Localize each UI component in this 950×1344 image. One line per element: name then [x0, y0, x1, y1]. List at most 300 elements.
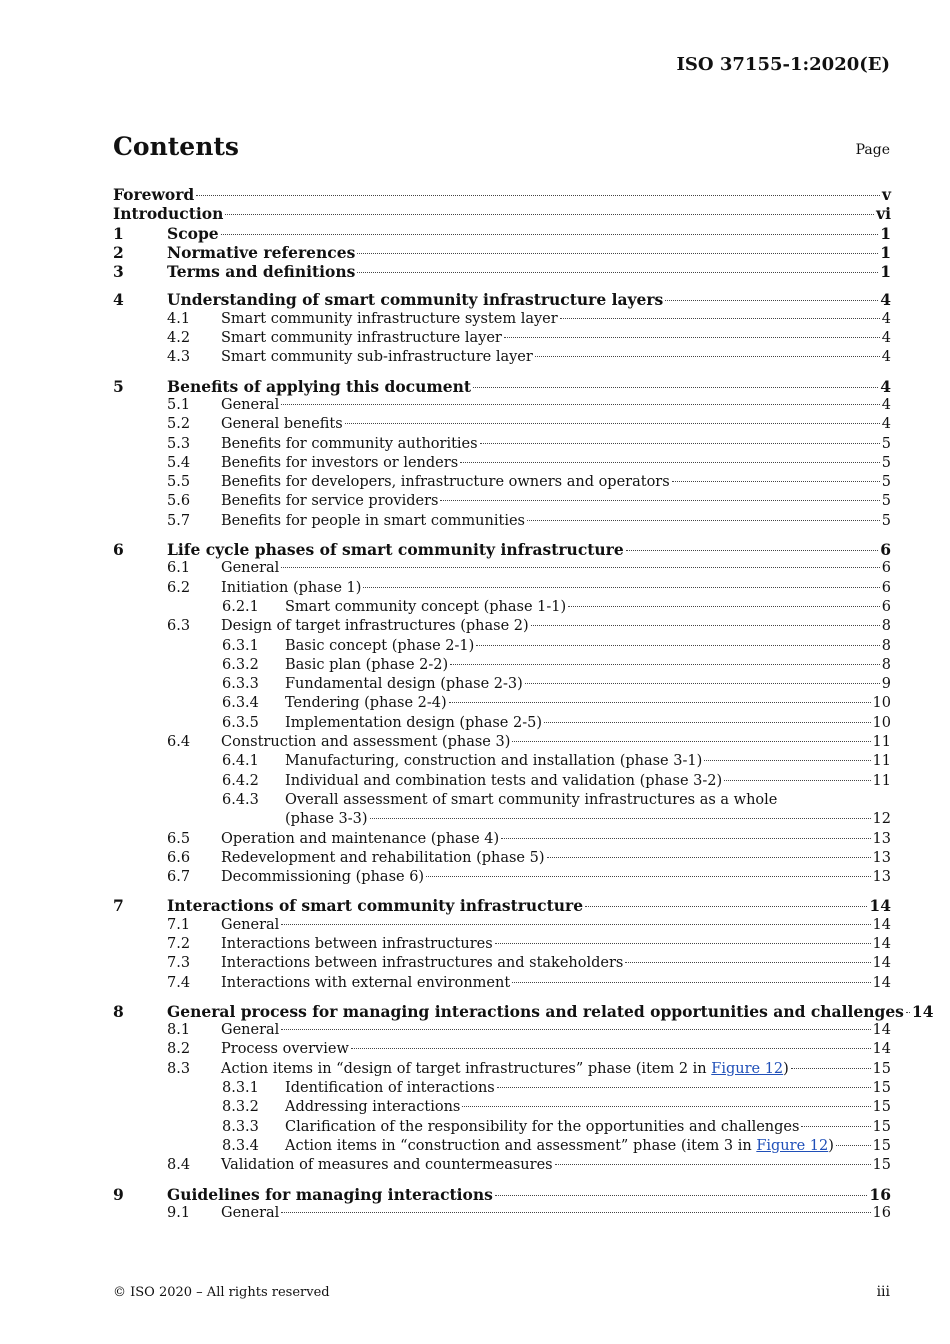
- toc-entry[interactable]: [113, 1204, 891, 1223]
- toc-entry-number: 4.2: [167, 330, 191, 347]
- toc-entry-page: 4: [881, 349, 891, 366]
- toc-entry-title: [221, 1040, 349, 1059]
- toc-entry-title-text: Addressing interactions: [285, 1099, 461, 1116]
- toc-entry[interactable]: [113, 492, 891, 511]
- toc-entry[interactable]: [113, 224, 891, 243]
- document-id: ISO 37155-1:2020(E): [676, 54, 890, 75]
- toc-entry-title-text: Smart community concept (phase 1-1): [285, 598, 567, 615]
- dot-leader: [357, 253, 878, 254]
- toc-entry-title-text: Fundamental design (phase 2-3): [285, 676, 523, 693]
- toc-entry-number: 8.1: [167, 1022, 191, 1039]
- dot-leader: [836, 1145, 871, 1146]
- dot-leader: [440, 500, 879, 501]
- toc-entry-title: [113, 204, 223, 223]
- dot-leader: [357, 272, 878, 273]
- toc-entry-page: 10: [872, 695, 891, 712]
- toc-entry[interactable]: [113, 1021, 891, 1040]
- toc-entry-title: [167, 262, 355, 281]
- toc-entry-number: 5: [113, 376, 124, 396]
- toc-entry-title-text: General: [221, 1022, 280, 1039]
- toc-entry[interactable]: [113, 1137, 891, 1156]
- toc-entry-page: 5: [881, 493, 891, 510]
- toc-entry[interactable]: [113, 752, 891, 771]
- toc-entry-number: 5.6: [167, 493, 191, 510]
- toc-entry-number: 3: [113, 262, 124, 282]
- toc-entry-number: 6.7: [167, 869, 191, 886]
- toc-entry-title-text: Process overview: [221, 1041, 349, 1058]
- toc-entry[interactable]: [113, 1001, 934, 1021]
- toc-entry[interactable]: [113, 714, 891, 733]
- toc-entry[interactable]: [113, 694, 891, 713]
- toc-entry-title: [167, 377, 471, 396]
- toc-entry-number: 5.4: [167, 454, 191, 471]
- toc-entry-number: 4: [113, 290, 124, 310]
- toc-entry-title-suffix: ): [783, 1060, 789, 1077]
- toc-entry-title-text: Benefits of applying this document: [167, 376, 472, 396]
- toc-entry[interactable]: [113, 559, 891, 578]
- toc-entry-title: [221, 310, 558, 329]
- toc-entry-title: [221, 435, 478, 454]
- toc-entry-title-text: Benefits for developers, infrastructure owners and operators: [221, 474, 670, 491]
- toc-entry-title: [285, 810, 368, 829]
- table-of-contents: [113, 185, 934, 1223]
- toc-entry-title: [285, 791, 777, 810]
- dot-leader: [345, 423, 880, 424]
- toc-entry-title-text: General: [221, 916, 280, 933]
- toc-entry[interactable]: [113, 454, 891, 473]
- dot-leader: [512, 982, 870, 983]
- toc-entry-title-text: Identification of interactions: [285, 1080, 495, 1097]
- toc-entry-title: [285, 675, 523, 694]
- toc-entry[interactable]: [113, 243, 891, 262]
- toc-entry-number: 8.3.1: [222, 1080, 259, 1097]
- dot-leader: [547, 857, 871, 858]
- toc-entry-title: [167, 1185, 493, 1204]
- dot-leader: [665, 300, 878, 301]
- toc-entry[interactable]: [113, 810, 891, 829]
- toc-entry-number: 5.7: [167, 512, 191, 529]
- toc-entry-title: [221, 1060, 789, 1079]
- toc-entry-title-text: Life cycle phases of smart community infrastructure: [167, 540, 624, 560]
- toc-entry-page: 16: [869, 1184, 891, 1204]
- toc-entry-number: 8.4: [167, 1157, 191, 1174]
- toc-entry-title-text: Action items in “construction and assessment” phase (item 3 in: [285, 1137, 757, 1154]
- toc-entry-number: 8: [113, 1001, 124, 1021]
- toc-entry-title: [285, 752, 702, 771]
- toc-entry-title: [221, 849, 545, 868]
- toc-entry-page: 1: [880, 262, 891, 282]
- toc-entry[interactable]: [113, 791, 891, 810]
- toc-entry-title-text: (phase 3-3): [285, 811, 368, 828]
- dot-leader: [672, 481, 880, 482]
- toc-entry-number: 4.3: [167, 349, 191, 366]
- toc-entry-page: 11: [872, 753, 891, 770]
- toc-entry-title-text: Redevelopment and rehabilitation (phase 5): [221, 849, 545, 866]
- toc-entry[interactable]: [113, 733, 891, 752]
- toc-entry-title-text: Decommissioning (phase 6): [221, 869, 425, 886]
- toc-entry[interactable]: [113, 377, 891, 396]
- toc-entry-number: 5.2: [167, 416, 191, 433]
- toc-entry[interactable]: [113, 896, 891, 915]
- dot-leader: [535, 356, 880, 357]
- toc-entry-number: 5.1: [167, 396, 191, 413]
- toc-entry-number: 6.4: [167, 734, 191, 751]
- toc-entry-page: 6: [880, 540, 891, 560]
- dot-leader: [801, 1126, 870, 1127]
- dot-leader: [626, 550, 878, 551]
- toc-entry-title: [221, 916, 279, 935]
- toc-entry-title-text: Implementation design (phase 2-5): [285, 714, 542, 731]
- toc-entry[interactable]: [113, 1118, 891, 1137]
- toc-entry-title: [221, 329, 502, 348]
- toc-entry-title-text: Scope: [167, 223, 219, 243]
- toc-entry-page: 15: [872, 1157, 891, 1174]
- toc-entry-title-text: General: [221, 396, 280, 413]
- toc-entry-page: 4: [881, 416, 891, 433]
- toc-entry-title: [167, 540, 624, 559]
- toc-entry[interactable]: [113, 348, 891, 367]
- toc-entry-title-text: General: [221, 1204, 280, 1221]
- toc-entry-page: 14: [872, 916, 891, 933]
- toc-entry-title: [285, 637, 474, 656]
- toc-entry-page: 4: [880, 290, 891, 310]
- toc-entry-title-text: Interactions of smart community infrastructure: [167, 896, 584, 916]
- toc-entry-number: 2: [113, 242, 124, 262]
- dot-leader: [791, 1068, 871, 1069]
- toc-entry-title-text: Smart community infrastructure layer: [221, 330, 502, 347]
- toc-entry-number: 4.1: [167, 310, 191, 327]
- toc-entry[interactable]: [113, 916, 891, 935]
- toc-entry-page: 14: [872, 955, 891, 972]
- toc-entry-title: [221, 868, 424, 887]
- toc-entry-page: 13: [872, 869, 891, 886]
- dot-leader: [560, 318, 880, 319]
- toc-entry-title: [285, 694, 447, 713]
- toc-entry-page: 4: [881, 396, 891, 413]
- dot-leader: [497, 1087, 871, 1088]
- toc-entry-page: 14: [869, 896, 891, 916]
- toc-entry-page: 5: [881, 512, 891, 529]
- toc-entry-page: 14: [872, 1022, 891, 1039]
- dot-leader: [906, 1012, 910, 1013]
- toc-entry-number: 7.3: [167, 955, 191, 972]
- toc-entry-page: 15: [872, 1137, 891, 1154]
- toc-entry[interactable]: [113, 185, 891, 204]
- toc-entry-title-text: Benefits for people in smart communities: [221, 512, 525, 529]
- toc-entry[interactable]: [113, 830, 891, 849]
- dot-leader: [473, 387, 878, 388]
- toc-entry-page: 1: [880, 242, 891, 262]
- toc-entry-number: 6.4.3: [222, 791, 259, 808]
- toc-entry-title: [221, 733, 510, 752]
- dot-leader: [704, 760, 870, 761]
- toc-entry-title: [221, 396, 279, 415]
- toc-entry-title-text: Interactions between infrastructures: [221, 935, 493, 952]
- toc-entry-number: 7.4: [167, 974, 191, 991]
- toc-entry-title: [221, 348, 533, 367]
- toc-entry-title: [167, 224, 219, 243]
- toc-entry-page: 4: [881, 330, 891, 347]
- toc-entry[interactable]: [113, 435, 891, 454]
- toc-entry-title-text: General: [221, 560, 280, 577]
- toc-entry-title-text: Basic plan (phase 2-2): [285, 656, 449, 673]
- dot-leader: [525, 683, 880, 684]
- toc-entry-number: 7.2: [167, 935, 191, 952]
- toc-entry-number: 8.3: [167, 1060, 191, 1077]
- toc-entry-title: [221, 512, 525, 531]
- toc-entry-title: [167, 896, 583, 915]
- toc-entry-page: 6: [881, 579, 891, 596]
- toc-entry-title-text: Validation of measures and countermeasures: [221, 1157, 553, 1174]
- toc-entry[interactable]: [113, 1156, 891, 1175]
- toc-entry-title: [285, 772, 722, 791]
- toc-entry-title-text: Individual and combination tests and validation (phase 3-2): [285, 772, 723, 789]
- dot-leader: [225, 214, 874, 215]
- toc-entry-title-text: Understanding of smart community infrastructure layers: [167, 290, 664, 310]
- toc-entry-number: 6.3.5: [222, 714, 259, 731]
- dot-leader: [281, 1212, 870, 1213]
- toc-entry-page: 4: [881, 310, 891, 327]
- toc-entry-page: 14: [911, 1001, 934, 1021]
- toc-entry-number: 8.3.2: [222, 1099, 259, 1116]
- toc-entry[interactable]: [113, 954, 891, 973]
- toc-entry-title-text: Manufacturing, construction and installation (phase 3-1): [285, 753, 703, 770]
- dot-leader: [281, 567, 879, 568]
- toc-entry-title-text: Benefits for community authorities: [221, 435, 478, 452]
- toc-entry-title-text: Interactions with external environment: [221, 974, 511, 991]
- toc-entry-page: 8: [881, 656, 891, 673]
- toc-entry-title: [221, 559, 279, 578]
- toc-entry-page: vi: [876, 204, 891, 224]
- dot-leader: [724, 780, 870, 781]
- toc-entry[interactable]: [113, 310, 891, 329]
- toc-entry-title-text: Introduction: [113, 204, 224, 224]
- toc-entry-title-text: Action items in “design of target infrastructures” phase (item 2 in: [221, 1060, 712, 1077]
- toc-entry-title: [113, 185, 194, 204]
- toc-entry-page: 5: [881, 474, 891, 491]
- toc-entry-title-text: Design of target infrastructures (phase 2): [221, 618, 529, 635]
- toc-entry-number: 9.1: [167, 1204, 191, 1221]
- toc-entry-title: [221, 415, 343, 434]
- toc-entry-title-text: General benefits: [221, 416, 343, 433]
- dot-leader: [495, 943, 871, 944]
- toc-entry-number: 8.3.4: [222, 1137, 259, 1154]
- toc-entry-number: 6.4.2: [222, 772, 259, 789]
- toc-entry-page: v: [881, 185, 891, 204]
- toc-entry-title: [285, 1098, 460, 1117]
- toc-entry-title: [285, 1079, 495, 1098]
- toc-entry-title: [221, 473, 670, 492]
- toc-entry-title-text: General process for managing interactions and related opportunities and challenges: [167, 1001, 904, 1021]
- toc-entry-page: 5: [881, 435, 891, 452]
- toc-entry-number: 6.3.3: [222, 676, 259, 693]
- toc-entry-title: [221, 1021, 279, 1040]
- toc-entry[interactable]: [113, 1098, 891, 1117]
- toc-entry-number: 8.2: [167, 1041, 191, 1058]
- toc-entry-title-text: Tendering (phase 2-4): [285, 695, 447, 712]
- figure-link[interactable]: Figure 12: [711, 1060, 784, 1077]
- toc-entry-page: 9: [881, 676, 891, 693]
- toc-entry[interactable]: [113, 473, 891, 492]
- toc-entry-number: 6.2: [167, 579, 191, 596]
- toc-entry-title-text: Terms and definitions: [167, 262, 356, 282]
- toc-entry-page: 16: [872, 1204, 891, 1221]
- toc-entry-number: 6.3.2: [222, 656, 259, 673]
- toc-entry-page: 10: [872, 714, 891, 731]
- toc-entry-page: 12: [872, 811, 891, 828]
- dot-leader: [462, 1106, 870, 1107]
- toc-entry-title-text: Benefits for service providers: [221, 493, 439, 510]
- dot-leader: [281, 404, 879, 405]
- toc-entry[interactable]: [113, 1079, 891, 1098]
- toc-entry-page: 14: [872, 1041, 891, 1058]
- toc-entry-title: [285, 656, 448, 675]
- toc-entry[interactable]: [113, 935, 891, 954]
- toc-entry-title-text: Basic concept (phase 2-1): [285, 637, 475, 654]
- toc-entry-page: 13: [872, 849, 891, 866]
- copyright-notice: © ISO 2020 – All rights reserved: [113, 1285, 330, 1300]
- toc-entry-title: [285, 1118, 799, 1137]
- dot-leader: [512, 741, 870, 742]
- toc-entry[interactable]: [113, 772, 891, 791]
- toc-entry-number: 6.3: [167, 618, 191, 635]
- dot-leader: [501, 838, 870, 839]
- toc-entry-title: [285, 1137, 834, 1156]
- dot-leader: [196, 195, 880, 196]
- toc-entry-page: 8: [881, 637, 891, 654]
- toc-entry[interactable]: [113, 675, 891, 694]
- toc-entry-page: 11: [872, 734, 891, 751]
- dot-leader: [625, 962, 870, 963]
- toc-entry[interactable]: [113, 849, 891, 868]
- toc-entry[interactable]: [113, 1040, 891, 1059]
- toc-entry-page: 6: [881, 560, 891, 577]
- page-column-label: Page: [855, 142, 890, 158]
- dot-leader: [585, 906, 867, 907]
- dot-leader: [370, 818, 871, 819]
- toc-entry-title-text: Interactions between infrastructures and stakeholders: [221, 955, 624, 972]
- dot-leader: [555, 1164, 871, 1165]
- toc-entry-number: 7.1: [167, 916, 191, 933]
- dot-leader: [351, 1048, 871, 1049]
- toc-entry[interactable]: [113, 868, 891, 887]
- toc-entry[interactable]: [113, 512, 891, 531]
- dot-leader: [460, 462, 880, 463]
- figure-link[interactable]: Figure 12: [756, 1137, 829, 1154]
- dot-leader: [544, 722, 871, 723]
- toc-entry-number: 6.5: [167, 830, 191, 847]
- toc-entry-title-suffix: ): [828, 1137, 834, 1154]
- toc-entry-page: 8: [881, 618, 891, 635]
- toc-entry[interactable]: [113, 329, 891, 348]
- toc-entry-page: 15: [872, 1080, 891, 1097]
- dot-leader: [221, 234, 879, 235]
- toc-entry[interactable]: [113, 1060, 891, 1079]
- toc-entry-page: 13: [872, 830, 891, 847]
- toc-entry-title: [221, 830, 499, 849]
- dot-leader: [504, 337, 880, 338]
- toc-entry-title-text: Construction and assessment (phase 3): [221, 734, 511, 751]
- toc-entry-title: [167, 290, 663, 309]
- toc-entry-number: 6.1: [167, 560, 191, 577]
- dot-leader: [476, 645, 879, 646]
- toc-entry-title: [285, 598, 566, 617]
- toc-entry-page: 5: [881, 454, 891, 471]
- toc-entry-title-text: Foreword: [113, 185, 195, 204]
- toc-entry[interactable]: [113, 656, 891, 675]
- toc-entry-title-text: Operation and maintenance (phase 4): [221, 830, 500, 847]
- toc-entry-title: [221, 454, 458, 473]
- toc-entry-page: 15: [872, 1118, 891, 1135]
- toc-entry-page: 14: [872, 974, 891, 991]
- dot-leader: [531, 625, 880, 626]
- dot-leader: [527, 520, 880, 521]
- toc-entry-title-text: Guidelines for managing interactions: [167, 1184, 493, 1204]
- toc-entry-number: 6: [113, 540, 124, 560]
- toc-entry-title: [221, 492, 438, 511]
- toc-entry-number: 7: [113, 896, 124, 916]
- toc-entry-title: [285, 714, 542, 733]
- page-title: Contents: [113, 132, 240, 161]
- toc-entry-title-text: Smart community sub-infrastructure layer: [221, 349, 533, 366]
- toc-entry-title-text: Benefits for investors or lenders: [221, 454, 459, 471]
- toc-entry-title: [221, 974, 510, 993]
- toc-entry[interactable]: [113, 262, 891, 281]
- toc-entry-title-text: Clarification of the responsibility for the opportunities and challenges: [285, 1118, 800, 1135]
- toc-entry[interactable]: [113, 974, 891, 993]
- toc-entry[interactable]: [113, 598, 891, 617]
- toc-entry-number: 6.3.1: [222, 637, 259, 654]
- toc-entry-number: 6.3.4: [222, 695, 259, 712]
- toc-entry-title: [167, 1002, 904, 1021]
- toc-entry-title-text: Smart community infrastructure system layer: [221, 310, 558, 327]
- toc-entry-title: [221, 617, 529, 636]
- toc-entry-number: 9: [113, 1184, 124, 1204]
- page-number: iii: [876, 1284, 890, 1300]
- toc-entry[interactable]: [113, 415, 891, 434]
- dot-leader: [281, 924, 870, 925]
- toc-entry-number: 6.4.1: [222, 753, 259, 770]
- toc-entry-title: [221, 579, 361, 598]
- toc-entry-title: [221, 954, 623, 973]
- toc-entry[interactable]: [113, 204, 891, 223]
- dot-leader: [281, 1029, 870, 1030]
- toc-entry-page: 6: [881, 598, 891, 615]
- toc-entry-page: 4: [880, 376, 891, 396]
- toc-entry[interactable]: [113, 637, 891, 656]
- toc-entry-title-text: Normative references: [167, 242, 356, 262]
- toc-entry-number: 1: [113, 223, 124, 243]
- dot-leader: [495, 1195, 868, 1196]
- toc-entry-title-text: Overall assessment of smart community infrastructures as a whole: [285, 791, 778, 808]
- dot-leader: [568, 606, 880, 607]
- toc-entry[interactable]: [113, 540, 891, 559]
- toc-entry[interactable]: [113, 617, 891, 636]
- toc-entry[interactable]: [113, 579, 891, 598]
- toc-entry-number: 6.2.1: [222, 598, 259, 615]
- toc-entry[interactable]: [113, 1185, 891, 1204]
- toc-entry[interactable]: [113, 396, 891, 415]
- toc-entry-title: [167, 243, 355, 262]
- toc-entry-number: 6.6: [167, 849, 191, 866]
- toc-entry-number: 5.3: [167, 435, 191, 452]
- toc-entry-page: 15: [872, 1060, 891, 1077]
- toc-entry-title: [221, 935, 493, 954]
- toc-entry-title: [221, 1204, 279, 1223]
- toc-entry-page: 15: [872, 1099, 891, 1116]
- toc-entry-number: 8.3.3: [222, 1118, 259, 1135]
- toc-entry[interactable]: [113, 290, 891, 309]
